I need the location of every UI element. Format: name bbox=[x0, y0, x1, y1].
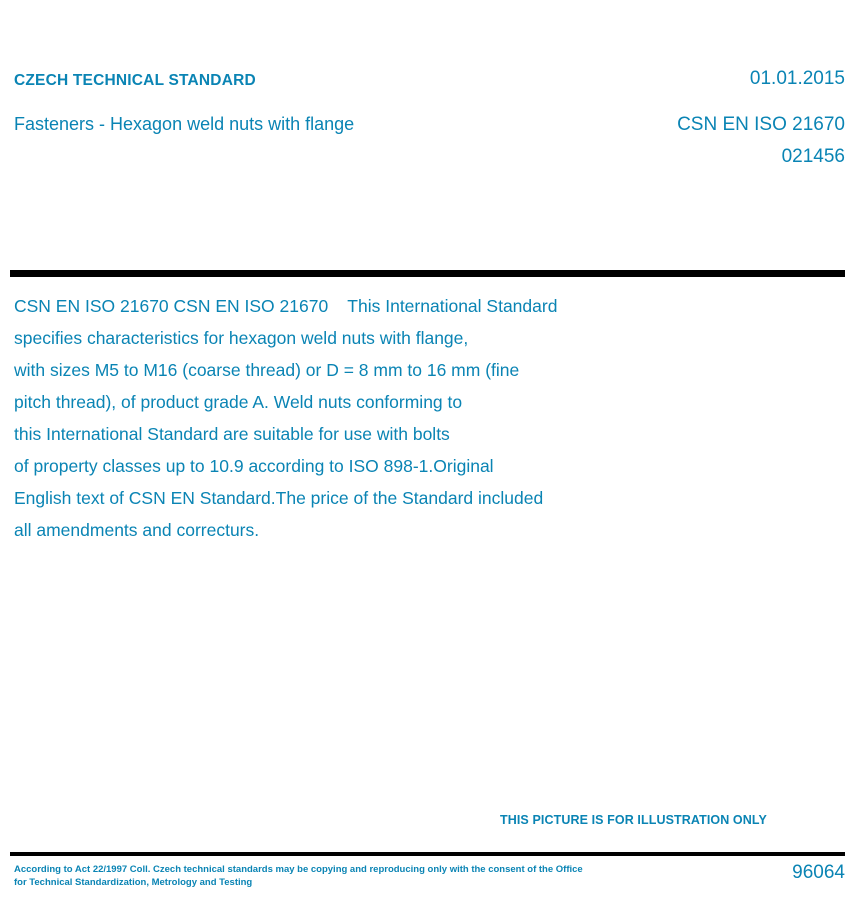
header-divider bbox=[10, 270, 845, 277]
copyright-note-line: According to Act 22/1997 Coll. Czech technical standards may be copying and reproducing only with the consent of the Office bbox=[14, 864, 583, 875]
standard-code: CSN EN ISO 21670 bbox=[677, 114, 845, 135]
illustration-disclaimer: THIS PICTURE IS FOR ILLUSTRATION ONLY bbox=[500, 813, 767, 827]
abstract-line: this International Standard are suitable for use with bolts bbox=[14, 424, 450, 444]
document-title-row bbox=[14, 114, 845, 140]
copyright-note bbox=[14, 863, 614, 889]
abstract-line: specifies characteristics for hexagon weld nuts with flange, bbox=[14, 328, 469, 348]
standard-classification-code: 021456 bbox=[781, 146, 845, 167]
document-number: 96064 bbox=[792, 862, 845, 883]
abstract-line: with sizes M5 to M16 (coarse thread) or D = 8 mm to 16 mm (fine bbox=[14, 360, 520, 380]
document-header bbox=[14, 68, 845, 96]
abstract-line: pitch thread), of product grade A. Weld nuts conforming to bbox=[14, 392, 463, 412]
abstract-line: all amendments and correcturs. bbox=[14, 520, 260, 540]
footer-divider bbox=[10, 852, 845, 856]
document-date: 01.01.2015 bbox=[749, 68, 845, 89]
copyright-note-line: for Technical Standardization, Metrology and Testing bbox=[14, 877, 253, 888]
abstract-text bbox=[14, 290, 734, 546]
abstract-line: CSN EN ISO 21670 CSN EN ISO 21670 This International Standard bbox=[14, 296, 558, 316]
abstract-line: English text of CSN EN Standard.The price of the Standard included bbox=[14, 488, 544, 508]
page-title: Fasteners - Hexagon weld nuts with flange bbox=[14, 114, 355, 134]
abstract-line: of property classes up to 10.9 according to ISO 898-1.Original bbox=[14, 456, 494, 476]
document-kind-label: CZECH TECHNICAL STANDARD bbox=[14, 72, 256, 89]
